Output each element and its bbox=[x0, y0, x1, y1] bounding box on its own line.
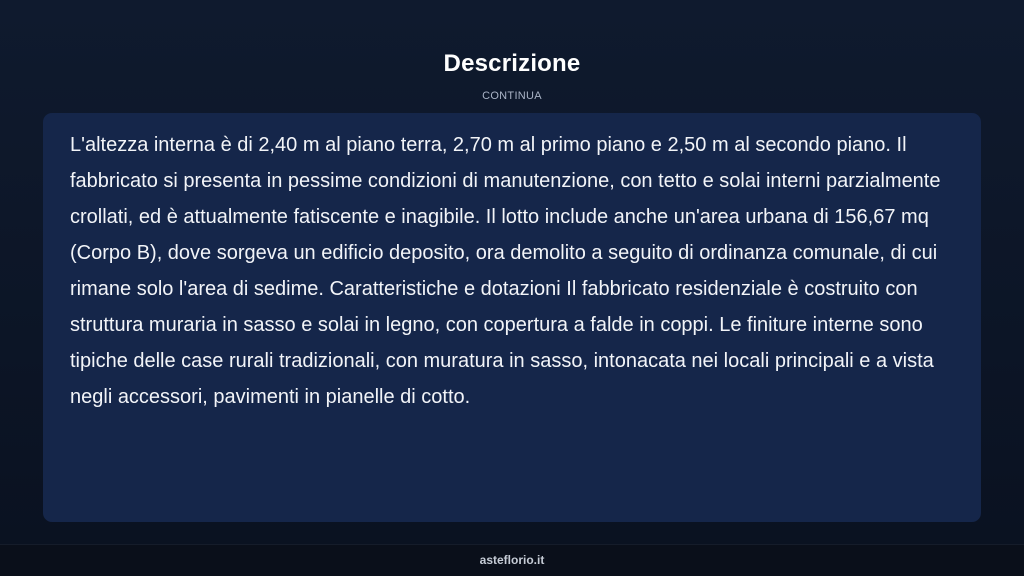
description-text: L'altezza interna è di 2,40 m al piano terra, 2,70 m al primo piano e 2,50 m al secondo piano. Il fabbricato si presenta in pessime condizioni di manutenzione, con tetto e solai interni parzialmente crollati, ed è attualmente fatiscente e inagibile. Il lotto include anche un'area urbana di 156,67 mq (Corpo B), dove sorgeva un edificio deposito, ora demolito a seguito di ordinanza comunale, di cui rimane solo l'area di sedime. Caratteristiche e dotazioni Il fabbricato residenziale è costruito con struttura muraria in sasso e solai in legno, con copertura a falde in coppi. Le finiture interne sono tipiche delle case rurali tradizionali, con muratura in sasso, intonacata nei locali principali e a vista negli accessori, pavimenti in pianelle di cotto. bbox=[70, 134, 941, 408]
description-card bbox=[43, 113, 981, 522]
footer-site: asteflorio.it bbox=[0, 544, 1024, 576]
continue-label: CONTINUA bbox=[482, 90, 542, 102]
page-title: Descrizione bbox=[443, 50, 581, 77]
